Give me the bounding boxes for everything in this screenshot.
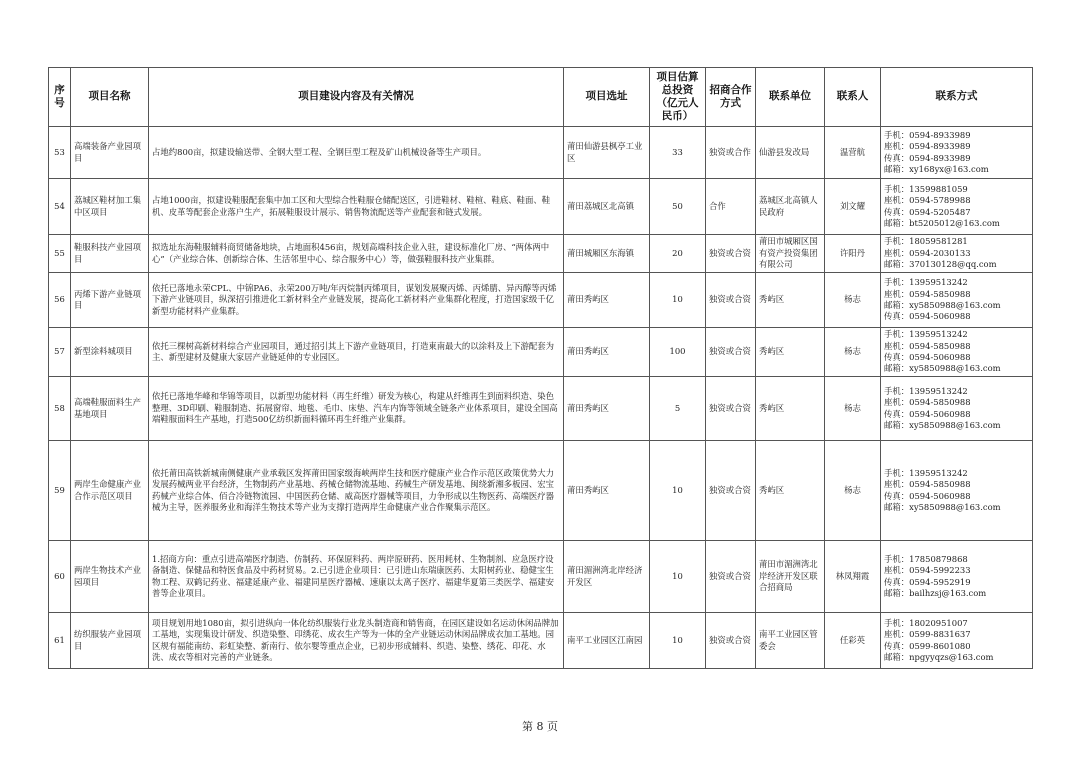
- table-row: [49, 377, 1033, 441]
- contact-line: 座机：0594-5850988: [884, 340, 971, 351]
- project-site-cell: 莆田秀屿区: [564, 273, 650, 328]
- contact-info-cell: [881, 377, 1033, 441]
- cooperation-mode-cell: 独资或合资: [706, 613, 756, 669]
- investment-cell: 20: [650, 235, 706, 273]
- seq-cell: 57: [49, 328, 71, 377]
- seq-cell: 53: [49, 127, 71, 179]
- contact-info-cell: [881, 441, 1033, 541]
- contact-line: 邮箱：xy168yx@163.com: [884, 163, 989, 174]
- seq-cell: 59: [49, 441, 71, 541]
- contact-person-cell: 杨志: [825, 377, 881, 441]
- header-unit: 联系单位: [756, 68, 825, 127]
- contact-line: 手机：18020951007: [884, 617, 968, 628]
- project-content-cell: 1.招商方向：重点引进高端医疗制造、仿制药、环保原料药、两岸原研药、医用耗材、生物制剂、应急医疗设备制造、保健品和特医食品及中药材贸易。2.已引进企业项目：已引进山东瑞康医药、太阳树药业、稳健宝生物工程、双鹤记药业、福建延康产业、福建同星医疗器械、速康以太离子医疗、福建华夏第三类医学、福建安普等企业项目。: [149, 541, 564, 613]
- contact-line: 传真：0599-8601080: [884, 640, 971, 651]
- contact-person-cell: 温营航: [825, 127, 881, 179]
- contact-line: 邮箱：xy5850988@163.com: [884, 501, 1001, 512]
- contact-person-cell: 许阳丹: [825, 235, 881, 273]
- cooperation-mode-cell: 独资或合资: [706, 273, 756, 328]
- contact-line: 座机：0594-5850988: [884, 288, 971, 299]
- header-seq: 序号: [49, 68, 71, 127]
- header-name: 项目名称: [71, 68, 149, 127]
- contact-line: 座机：0594-2030133: [884, 247, 971, 258]
- contact-info-cell: [881, 273, 1033, 328]
- header-contact: 联系方式: [881, 68, 1033, 127]
- table-row: [49, 273, 1033, 328]
- seq-cell: 60: [49, 541, 71, 613]
- project-content-cell: 依托莆田高铁新城南侧健康产业承载区发挥莆田国家级海峡两岸生技和医疗健康产业合作示范区政策优势大力发展药械两业平台经济，生物制药产业基地、药械仓储物流基地、药械生产研发基地、闽绕新湘多板园、宏宝药械产业综合体、佰合冷链物流园、中国医药仓储、威高医疗器械等项目，力争形成以生物医药、高端医疗器械为主导，医养服务业和海洋生物技术等产业为支撑打造两岸生命健康产业合作聚集示范区。: [149, 441, 564, 541]
- project-site-cell: 南平工业园区江南园: [564, 613, 650, 669]
- contact-line: 手机：18059581281: [884, 236, 968, 247]
- project-content-cell: 依托已落地永荣CPL、中锦PA6、永荣200万吨/年丙烷制丙烯项目，谋划发展聚丙烯、丙烯腈、异丙醇等丙烯下游产业链项目，纵深招引推进化工新材料全产业链发展，提高化工新材料产业集群化程度，打造国家级千亿新型功能材料产业集群。: [149, 273, 564, 328]
- table-row: [49, 328, 1033, 377]
- project-content-cell: 依托已落地华峰和华锦等项目，以新型功能材料（再生纤维）研发为核心，构建从纤维再生到面料织造、染色整理、3D印刷、鞋服制造、拓展窗帘、地毯、毛巾、床垫、汽车内饰等领域全链条产业体系项目，建设全国高端鞋服面料生产基地，打造500亿纺织新面料循环再生纤维产业集群。: [149, 377, 564, 441]
- contact-unit-cell: 秀屿区: [756, 441, 825, 541]
- seq-cell: 58: [49, 377, 71, 441]
- contact-line: 手机：13959513242: [884, 385, 968, 396]
- project-site-cell: 莆田城厢区东海镇: [564, 235, 650, 273]
- investment-cell: 100: [650, 328, 706, 377]
- table-row: [49, 179, 1033, 235]
- contact-line: 手机：17850879868: [884, 553, 968, 564]
- contact-line: 座机：0594-5850988: [884, 479, 971, 490]
- project-name-cell: 两岸生命健康产业合作示范区项目: [71, 441, 149, 541]
- contact-line: 邮箱：xy5850988@163.com: [884, 300, 1001, 310]
- contact-line: 邮箱：npgyyqzs@163.com: [884, 651, 994, 662]
- investment-cell: 10: [650, 541, 706, 613]
- project-site-cell: 莆田荔城区北高镇: [564, 179, 650, 235]
- project-content-cell: 占地1000亩，拟建设鞋服配套集中加工区和大型综合性鞋服仓储配送区，引进鞋材、鞋楦、鞋底、鞋面、鞋机、皮革等配套企业落户生产，拓展鞋服设计展示、销售物流配送等产业配套和链式发展。: [149, 179, 564, 235]
- cooperation-mode-cell: 独资或合资: [706, 377, 756, 441]
- contact-unit-cell: 秀屿区: [756, 328, 825, 377]
- investment-cell: 50: [650, 179, 706, 235]
- table-header-row: [49, 68, 1033, 127]
- contact-line: 邮箱：bailhzsj@163.com: [884, 587, 987, 598]
- contact-person-cell: 杨志: [825, 441, 881, 541]
- cooperation-mode-cell: 独资或合资: [706, 441, 756, 541]
- contact-unit-cell: 南平工业园区管委会: [756, 613, 825, 669]
- contact-line: 座机：0594-5850988: [884, 397, 971, 408]
- project-name-cell: 鞋服科技产业园项目: [71, 235, 149, 273]
- header-content: 项目建设内容及有关情况: [149, 68, 564, 127]
- header-invest: 项目估算总投资（亿元人民币）: [650, 68, 706, 127]
- investment-cell: 33: [650, 127, 706, 179]
- table-row: [49, 441, 1033, 541]
- contact-unit-cell: 秀屿区: [756, 377, 825, 441]
- project-name-cell: 两岸生物技术产业园项目: [71, 541, 149, 613]
- cooperation-mode-cell: 独资或合资: [706, 235, 756, 273]
- contact-person-cell: 杨志: [825, 273, 881, 328]
- project-name-cell: 荔城区鞋材加工集中区项目: [71, 179, 149, 235]
- cooperation-mode-cell: 合作: [706, 179, 756, 235]
- contact-person-cell: 刘文耀: [825, 179, 881, 235]
- table-row: [49, 613, 1033, 669]
- contact-line: 邮箱：370130128@qq.com: [884, 259, 997, 270]
- contact-unit-cell: 秀屿区: [756, 273, 825, 328]
- project-content-cell: 拟选址东海鞋服辅料商贸储备地块，占地面积456亩，规划高端科技企业入驻，建设标准化厂房、“两体两中心”（产业综合体、创新综合体、生活邻里中心、综合服务中心）等，做强鞋服科技产业集群。: [149, 235, 564, 273]
- contact-unit-cell: 莆田市湄洲湾北岸经济开发区联合招商局: [756, 541, 825, 613]
- project-site-cell: 莆田仙游县枫亭工业区: [564, 127, 650, 179]
- contact-line: 邮箱：bt5205012@163.com: [884, 217, 1000, 228]
- seq-cell: 61: [49, 613, 71, 669]
- project-name-cell: 丙烯下游产业链项目: [71, 273, 149, 328]
- contact-line: 手机：13959513242: [884, 467, 968, 478]
- contact-line: 传真：0594-5060988: [884, 490, 971, 501]
- investment-cell: 5: [650, 377, 706, 441]
- table-row: [49, 541, 1033, 613]
- contact-line: 传真：0594-5060988: [884, 352, 971, 362]
- contact-unit-cell: 仙游县发改局: [756, 127, 825, 179]
- contact-line: 传真：0594-8933989: [884, 152, 971, 163]
- seq-cell: 56: [49, 273, 71, 328]
- contact-unit-cell: 荔城区北高镇人民政府: [756, 179, 825, 235]
- contact-line: 手机：13959513242: [884, 277, 968, 288]
- contact-unit-cell: 莆田市城厢区国有资产投资集团有限公司: [756, 235, 825, 273]
- project-table: [48, 67, 1033, 669]
- investment-cell: 10: [650, 273, 706, 328]
- table-row: [49, 127, 1033, 179]
- contact-line: 座机：0594-8933989: [884, 141, 971, 152]
- project-name-cell: 纺织服装产业园项目: [71, 613, 149, 669]
- contact-line: 手机：13599881059: [884, 183, 968, 194]
- contact-person-cell: 林凤翔霞: [825, 541, 881, 613]
- table-body: [49, 127, 1033, 669]
- project-site-cell: 莆田秀屿区: [564, 328, 650, 377]
- contact-info-cell: [881, 179, 1033, 235]
- cooperation-mode-cell: 独资或合资: [706, 541, 756, 613]
- contact-line: 座机：0594-5789988: [884, 195, 971, 206]
- cooperation-mode-cell: 独资或合资: [706, 328, 756, 377]
- project-name-cell: 高端装备产业园项目: [71, 127, 149, 179]
- contact-info-cell: [881, 127, 1033, 179]
- contact-info-cell: [881, 541, 1033, 613]
- table-row: [49, 235, 1033, 273]
- project-content-cell: 占地约800亩，拟建设输送带、全钢大型工程、全钢巨型工程及矿山机械设备等生产项目。: [149, 127, 564, 179]
- contact-line: 传真：0594-5060988: [884, 408, 971, 419]
- header-site: 项目选址: [564, 68, 650, 127]
- seq-cell: 54: [49, 179, 71, 235]
- project-content-cell: 依托三棵树高新材料综合产业园项目，通过招引其上下游产业链项目，打造東南最大的以涂料及上下游配套为主、新型建材及健康大家居产业链延伸的专业园区。: [149, 328, 564, 377]
- contact-line: 邮箱：xy5850988@163.com: [884, 419, 1001, 430]
- contact-line: 手机：13959513242: [884, 329, 968, 340]
- contact-line: 传真：0594-5952919: [884, 576, 971, 587]
- project-name-cell: 高端鞋服面料生产基地项目: [71, 377, 149, 441]
- header-person: 联系人: [825, 68, 881, 127]
- page-number: 第 8 页: [522, 720, 558, 733]
- project-name-cell: 新型涂料城项目: [71, 328, 149, 377]
- contact-line: 邮箱：xy5850988@163.com: [884, 363, 1001, 374]
- contact-line: 传真：0594-5060988: [884, 311, 971, 322]
- project-site-cell: 莆田秀屿区: [564, 441, 650, 541]
- contact-line: 座机：0599-8831637: [884, 629, 971, 640]
- project-site-cell: 莆田湄洲湾北岸经济开发区: [564, 541, 650, 613]
- project-site-cell: 莆田秀屿区: [564, 377, 650, 441]
- contact-line: 手机：0594-8933989: [884, 129, 971, 140]
- investment-cell: 10: [650, 441, 706, 541]
- seq-cell: 55: [49, 235, 71, 273]
- contact-line: 座机：0594-5992233: [884, 565, 971, 576]
- contact-person-cell: 杨志: [825, 328, 881, 377]
- project-content-cell: 项目规划用地1080亩，拟引进纵向一体化纺织服装行业龙头制造商和销售商，在园区建设如名运动休闲品牌加工基地，实现集设计研发、织造染整、印绣花、成衣生产等为一体的全产业链运动休闲品牌成衣加工基地。园区规有福能南纺、彩虹染整、新南行、依尔婴等重点企业，已初步形成辅料、织造、染整、绣花、印花、水洗、成衣等相对完善的产业链条。: [149, 613, 564, 669]
- contact-info-cell: [881, 328, 1033, 377]
- contact-info-cell: [881, 235, 1033, 273]
- contact-info-cell: [881, 613, 1033, 669]
- cooperation-mode-cell: 独资或合作: [706, 127, 756, 179]
- contact-line: 传真：0594-5205487: [884, 206, 971, 217]
- header-mode: 招商合作方式: [706, 68, 756, 127]
- investment-cell: 10: [650, 613, 706, 669]
- contact-person-cell: 任彩英: [825, 613, 881, 669]
